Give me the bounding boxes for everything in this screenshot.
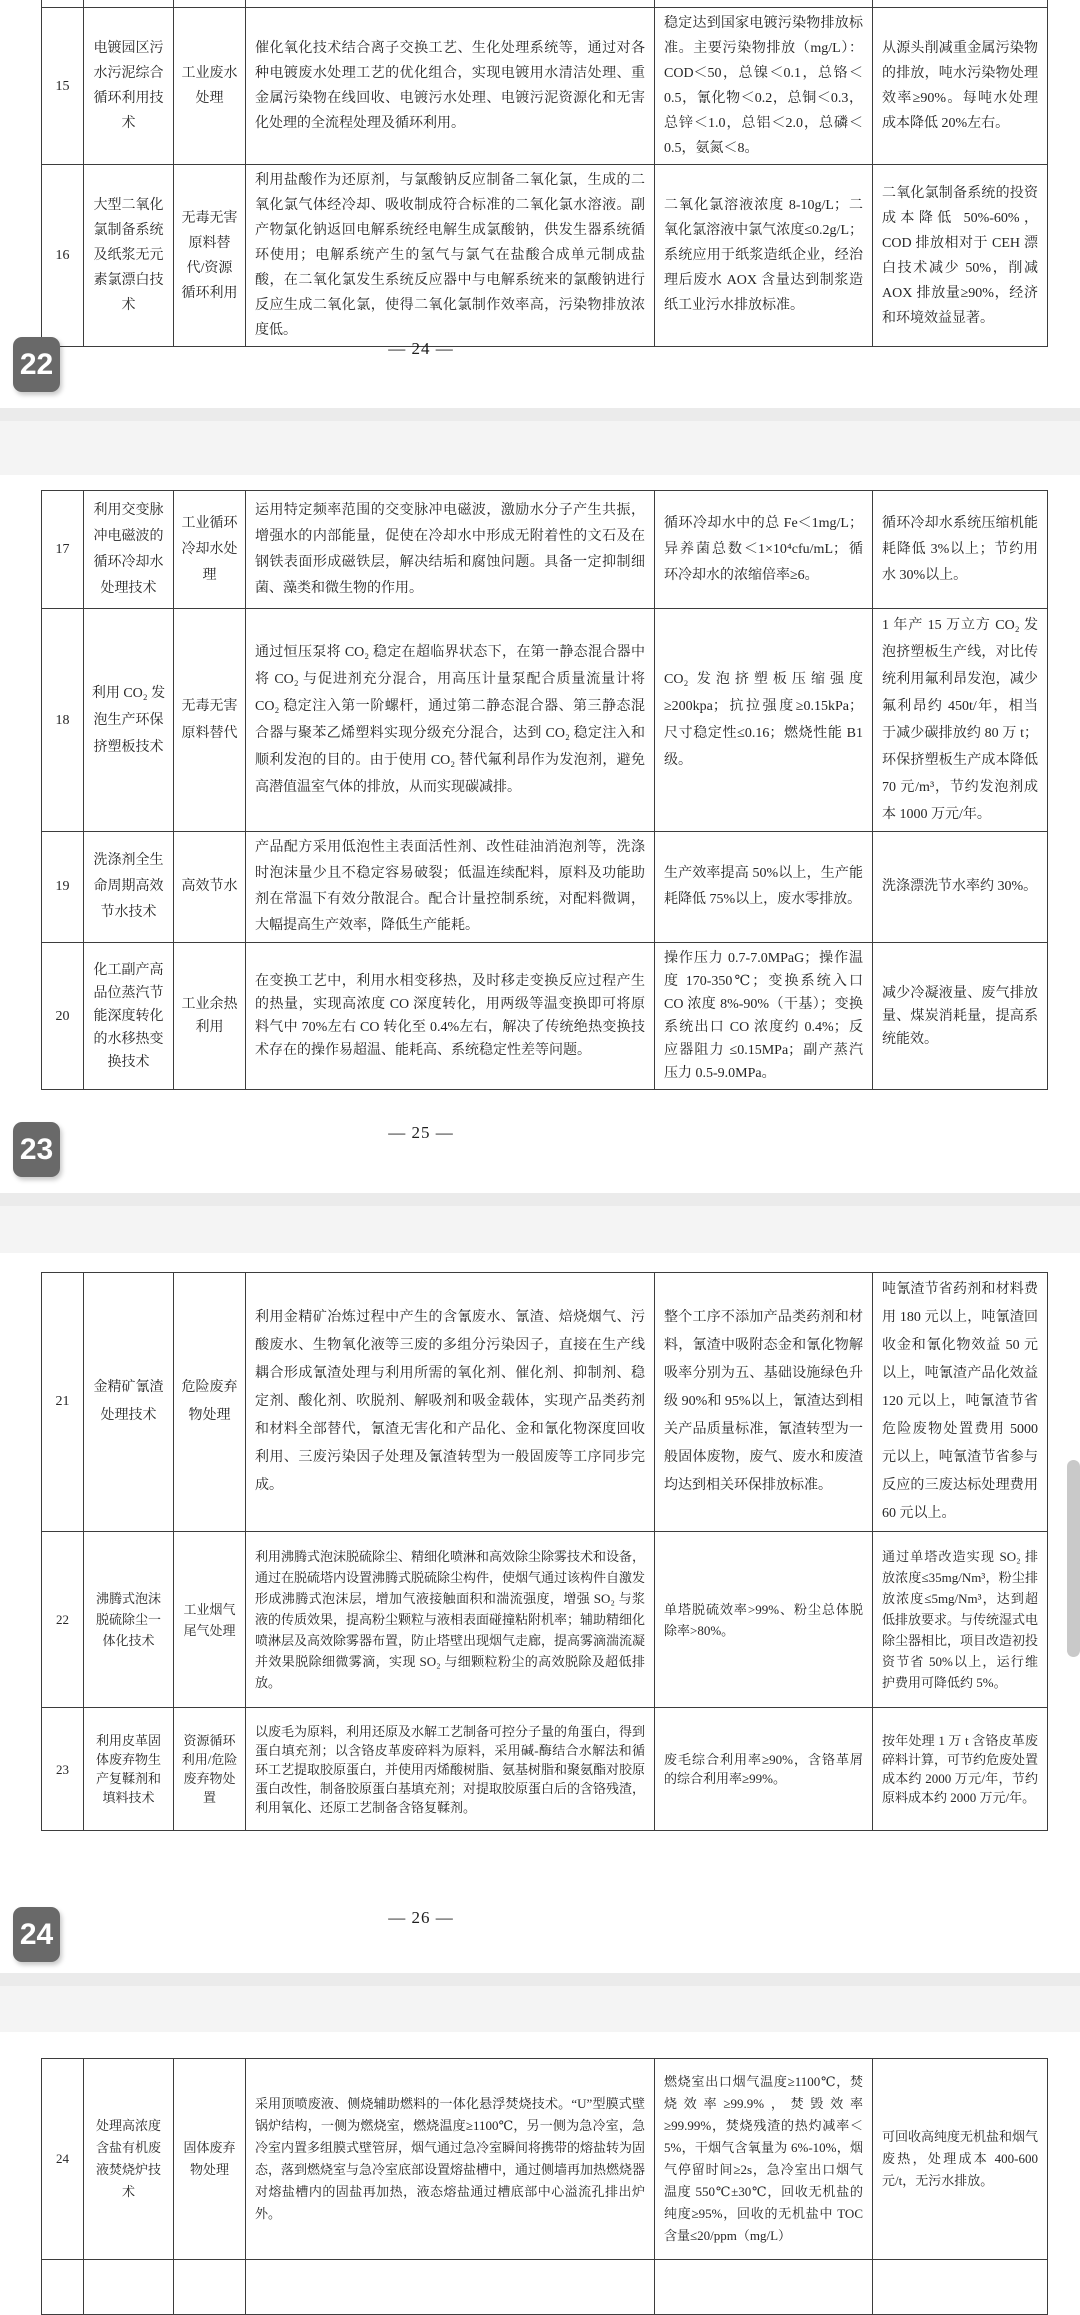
cell-indicators: 废毛综合利用率≥90%，含铬革屑的综合利用率≥99%。 [655, 1708, 873, 1831]
cell-empty [84, 0, 174, 8]
page-indicator-badge: 24 [13, 1907, 60, 1962]
cell-empty [174, 2260, 246, 2315]
cell-description: 以废毛为原料，利用还原及水解工艺制备可控分子量的角蛋白，得到蛋白填充剂；以含铬皮革废碎料为原料，采用碱-酶结合水解法和循环工艺提取胶原蛋白，并使用丙烯酸树脂、氨基树脂和聚氨酯对胶原蛋白改性，制备胶原蛋白基填充剂；对提取胶原蛋白后的含铬残渣，利用氧化、还原工艺制备含铬复鞣剂。 [246, 1708, 655, 1831]
cell-category: 高效节水 [174, 832, 246, 943]
cell-no: 17 [42, 491, 84, 609]
cell-empty [873, 0, 1048, 8]
table-row [42, 2059, 1048, 2260]
table-row-partial [42, 2260, 1048, 2315]
cell-no: 24 [42, 2059, 84, 2260]
cell-benefits: 从源头削减重金属污染物的排放，吨水污染物处理效率≥90%。每吨水处理成本降低 20%左右。 [873, 8, 1048, 165]
cell-description: 通过恒压泵将 CO₂ 稳定在超临界状态下，在第一静态混合器中将 CO₂ 与促进剂充分混合，用高压计量泵配合质量流量计将 CO₂ 稳定注入第一阶螺杆，通过第二静态混合器、第三静态混合器与聚苯乙烯塑料实现分级充分混合，达到 CO₂ 稳定注入和顺利发泡的目的。由于使用 CO₂ 替代氟利昂作为发泡剂，避免高潜值温室气体的排放，从而实现碳减排。 [246, 609, 655, 832]
table-row [42, 491, 1048, 609]
cell-description: 利用盐酸作为还原剂，与氯酸钠反应制备二氧化氯，生成的二氧化氯气体经冷却、吸收制成符合标准的二氧化氯水溶液。副产物氯化钠返回电解系统经电解生成氯酸钠，供发生器系统循环使用；电解系统产生的氢气与氯气在盐酸合成单元制成盐酸，在二氧化氯发生系统反应器中与电解系统来的氯酸钠进行反应生成二氧化氯，使得二氧化氯制作效率高，污染物排放浓度低。 [246, 165, 655, 347]
page-separator [0, 1973, 1080, 2032]
page-footer-number: — 25 — [388, 1123, 454, 1142]
page-bottom-shadow [0, 1973, 1080, 1986]
cell-no: 20 [42, 943, 84, 1090]
table-row [42, 832, 1048, 943]
cell-empty [42, 2260, 84, 2315]
table-row [42, 1273, 1048, 1532]
scrollbar-thumb[interactable] [1067, 1460, 1080, 1657]
cell-description: 在变换工艺中，利用水相变移热，及时移走变换反应过程产生的热量，实现高浓度 CO 深度转化，用两级等温变换即可将原料气中 70%左右 CO 转化至 0.4%左右，解决了传统绝热变换技术存在的操作易超温、能耗高、系统稳定性差等问题。 [246, 943, 655, 1090]
cell-description: 利用沸腾式泡沫脱硫除尘、精细化喷淋和高效除尘除雾技术和设备，通过在脱硫塔内设置沸腾式脱硫除尘构件，使烟气通过该构件自激发形成沸腾式泡沫层，增加气液接触面积和湍流强度，增强 SO₂ 与浆液的传质效果，提高粉尘颗粒与液相表面碰撞粘附机率；辅助精细化喷淋层及高效除雾器布置，防止塔壁出现烟气走廊，提高雾滴湍流凝并效果脱除细微雾滴，实现 SO₂ 与细颗粒粉尘的高效脱除及超低排放。 [246, 1532, 655, 1708]
cell-no: 18 [42, 609, 84, 832]
cell-description: 催化氧化技术结合离子交换工艺、生化处理系统等，通过对各种电镀废水处理工艺的优化组合，实现电镀用水清洁处理、重金属污染物在线回收、电镀污水处理、电镀污泥资源化和无害化处理的全流程处理及循环利用。 [246, 8, 655, 165]
page-indicator-badge: 23 [13, 1122, 60, 1177]
table-row [42, 165, 1048, 347]
cell-benefits: 洗涤漂洗节水率约 30%。 [873, 832, 1048, 943]
cell-indicators: 稳定达到国家电镀污染物排放标准。主要污染物排放（mg/L）：COD＜50，总镍＜0.1，总铬＜0.5，氰化物＜0.2，总铜＜0.3，总锌＜1.0，总铝＜2.0，总磷＜0.5，氨氮＜8。 [655, 8, 873, 165]
cell-no: 19 [42, 832, 84, 943]
technology-table [41, 2058, 1048, 2315]
cell-empty [84, 2260, 174, 2315]
cell-name: 处理高浓度含盐有机废液焚烧炉技术 [84, 2059, 174, 2260]
cell-benefits: 按年处理 1 万 t 含铬皮革废碎料计算，可节约危废处置成本约 2000 万元/年，节约原料成本约 2000 万元/年。 [873, 1708, 1048, 1831]
cell-category: 工业烟气尾气处理 [174, 1532, 246, 1708]
cell-category: 工业废水处理 [174, 8, 246, 165]
table-row [42, 1532, 1048, 1708]
cell-name: 利用 CO₂ 发泡生产环保挤塑板技术 [84, 609, 174, 832]
table-row [42, 8, 1048, 165]
cell-empty [42, 0, 84, 8]
cell-indicators: CO₂ 发泡挤塑板压缩强度≥200kpa；抗拉强度≥0.15kPa；尺寸稳定性≤0.16；燃烧性能 B1 级。 [655, 609, 873, 832]
cell-indicators: 单塔脱硫效率>99%、粉尘总体脱除率>80%。 [655, 1532, 873, 1708]
technology-table [41, 0, 1048, 347]
cell-benefits: 二氧化氯制备系统的投资成本降低 50%-60%，COD 排放相对于 CEH 漂白技术减少 50%，削减 AOX 排放量≥90%，经济和环境效益显著。 [873, 165, 1048, 347]
page-separator [0, 1193, 1080, 1253]
technology-table [41, 490, 1048, 1090]
cell-no: 22 [42, 1532, 84, 1708]
cell-indicators: 二氧化氯溶液浓度 8-10g/L；二氧化氯溶液中氯气浓度≤0.2g/L；系统应用于纸浆造纸企业，经治理后废水 AOX 含量达到制浆造纸工业污水排放标准。 [655, 165, 873, 347]
cell-category: 无毒无害原料替代/资源循环利用 [174, 165, 246, 347]
cell-empty [246, 2260, 655, 2315]
table-row [42, 1708, 1048, 1831]
cell-name: 大型二氧化氯制备系统及纸浆无元素氯漂白技术 [84, 165, 174, 347]
page-separator [0, 408, 1080, 475]
cell-benefits: 循环冷却水系统压缩机能耗降低 3%以上；节约用水 30%以上。 [873, 491, 1048, 609]
cell-indicators: 循环冷却水中的总 Fe＜1mg/L；异养菌总数＜1×10⁴cfu/mL；循环冷却水的浓缩倍率≥6。 [655, 491, 873, 609]
cell-benefits: 可回收高纯度无机盐和烟气废热，处理成本 400-600 元/t，无污水排放。 [873, 2059, 1048, 2260]
cell-name: 洗涤剂全生命周期高效节水技术 [84, 832, 174, 943]
cell-name: 利用交变脉冲电磁波的循环冷却水处理技术 [84, 491, 174, 609]
cell-empty [655, 0, 873, 8]
cell-category: 工业余热利用 [174, 943, 246, 1090]
cell-description: 采用顶喷废液、侧烧辅助燃料的一体化悬浮焚烧技术。“U”型膜式壁锅炉结构，一侧为燃烧室，燃烧温度≥1100℃，另一侧为急冷室，急冷室内置多组膜式壁管屏，烟气通过急冷室瞬间将携带的熔盐转为固态，落到燃烧室与急冷室底部设置熔盐槽中，通过侧墙再加热燃烧器对熔盐槽内的固盐再加热，液态熔盐通过槽底部中心溢流孔排出炉外。 [246, 2059, 655, 2260]
cell-no: 23 [42, 1708, 84, 1831]
cell-name: 金精矿氰渣处理技术 [84, 1273, 174, 1532]
cell-name: 化工副产高品位蒸汽节能深度转化的水移热变换技术 [84, 943, 174, 1090]
cell-category: 无毒无害原料替代 [174, 609, 246, 832]
cell-benefits: 通过单塔改造实现 SO₂ 排放浓度≤35mg/Nm³，粉尘排放浓度≤5mg/Nm³，达到超低排放要求。与传统湿式电除尘器相比，项目改造初投资节省 50%以上，运行维护费用可降低约 5%。 [873, 1532, 1048, 1708]
cell-empty [873, 2260, 1048, 2315]
cell-description: 运用特定频率范围的交变脉冲电磁波，激励水分子产生共振，增强水的内部能量，促使在冷却水中形成无附着性的文石及在钢铁表面形成磁铁层，解决结垢和腐蚀问题。具备一定抑制细菌、藻类和微生物的作用。 [246, 491, 655, 609]
cell-description: 产品配方采用低泡性主表面活性剂、改性硅油消泡剂等，洗涤时泡沫量少且不稳定容易破裂；低温连续配料，原料及功能助剂在常温下有效分散混合。配合计量控制系统，对配料微调，大幅提高生产效率，降低生产能耗。 [246, 832, 655, 943]
cell-indicators: 燃烧室出口烟气温度≥1100℃，焚烧效率≥99.9%，焚毁效率≥99.99%，焚烧残渣的热灼减率＜5%，干烟气含氧量为 6%-10%，烟气停留时间≥2s，急冷室出口烟气温度 550℃±30℃，回收无机盐的纯度≥95%，回收的无机盐中 TOC 含量≤20/ppm（mg/L） [655, 2059, 873, 2260]
cell-category: 危险废弃物处理 [174, 1273, 246, 1532]
cell-no: 15 [42, 8, 84, 165]
page-bottom-shadow [0, 1193, 1080, 1206]
cell-benefits: 吨氰渣节省药剂和材料费用 180 元以上，吨氰渣回收金和氰化物效益 50 元以上，吨氰渣产品化效益 120 元以上，吨氰渣节省危险废物处置费用 5000 元以上，吨氰渣节省参与反应的三废达标处理费用 60 元以上。 [873, 1273, 1048, 1532]
cell-name: 电镀园区污水污泥综合循环利用技术 [84, 8, 174, 165]
cell-category: 固体废弃物处理 [174, 2059, 246, 2260]
cell-indicators: 操作压力 0.7-7.0MPaG；操作温度 170-350℃；变换系统入口 CO 浓度 8%-90%（干基）；变换系统出口 CO 浓度约 0.4%；反应器阻力 ≤0.15MPa；副产蒸汽压力 0.5-9.0MPa。 [655, 943, 873, 1090]
cell-no: 16 [42, 165, 84, 347]
table-row [42, 609, 1048, 832]
cell-category: 工业循环冷却水处理 [174, 491, 246, 609]
cell-empty [174, 0, 246, 8]
table-row-partial [42, 0, 1048, 8]
cell-name: 沸腾式泡沫脱硫除尘一体化技术 [84, 1532, 174, 1708]
cell-benefits: 减少冷凝液量、废气排放量、煤炭消耗量，提高系统能效。 [873, 943, 1048, 1090]
technology-table [41, 1272, 1048, 1831]
cell-indicators: 整个工序不添加产品类药剂和材料，氰渣中吸附态金和氰化物解吸率分别为五、基础设施绿色升级 90%和 95%以上，氰渣达到相关产品质量标准，氰渣转型为一般固体废物，废气、废水和废渣均达到相关环保排放标准。 [655, 1273, 873, 1532]
cell-category: 资源循环利用/危险废弃物处置 [174, 1708, 246, 1831]
page-indicator-badge: 22 [13, 337, 60, 392]
cell-empty [246, 0, 655, 8]
cell-no: 21 [42, 1273, 84, 1532]
cell-empty [655, 2260, 873, 2315]
cell-indicators: 生产效率提高 50%以上，生产能耗降低 75%以上，废水零排放。 [655, 832, 873, 943]
page-footer-number: — 24 — [388, 339, 454, 358]
page-bottom-shadow [0, 408, 1080, 421]
cell-description: 利用金精矿冶炼过程中产生的含氰废水、氰渣、焙烧烟气、污酸废水、生物氧化液等三废的多组分污染因子，直接在生产线耦合形成氰渣处理与利用所需的氧化剂、催化剂、抑制剂、稳定剂、酸化剂、吹脱剂、解吸剂和吸金载体，实现产品类药剂和材料全部替代，氰渣无害化和产品化、金和氰化物深度回收利用、三废污染因子处理及氰渣转型为一般固废等工序同步完成。 [246, 1273, 655, 1532]
cell-name: 利用皮革固体废弃物生产复鞣剂和填料技术 [84, 1708, 174, 1831]
page-footer-number: — 26 — [388, 1908, 454, 1927]
table-row [42, 943, 1048, 1090]
cell-benefits: 1 年产 15 万立方 CO₂ 发泡挤塑板生产线，对比传统利用氟利昂发泡，减少氟利昂约 450t/年，相当于减少碳排放约 80 万 t；环保挤塑板生产成本降低 70 元/m³，节约发泡剂成本 1000 万元/年。 [873, 609, 1048, 832]
